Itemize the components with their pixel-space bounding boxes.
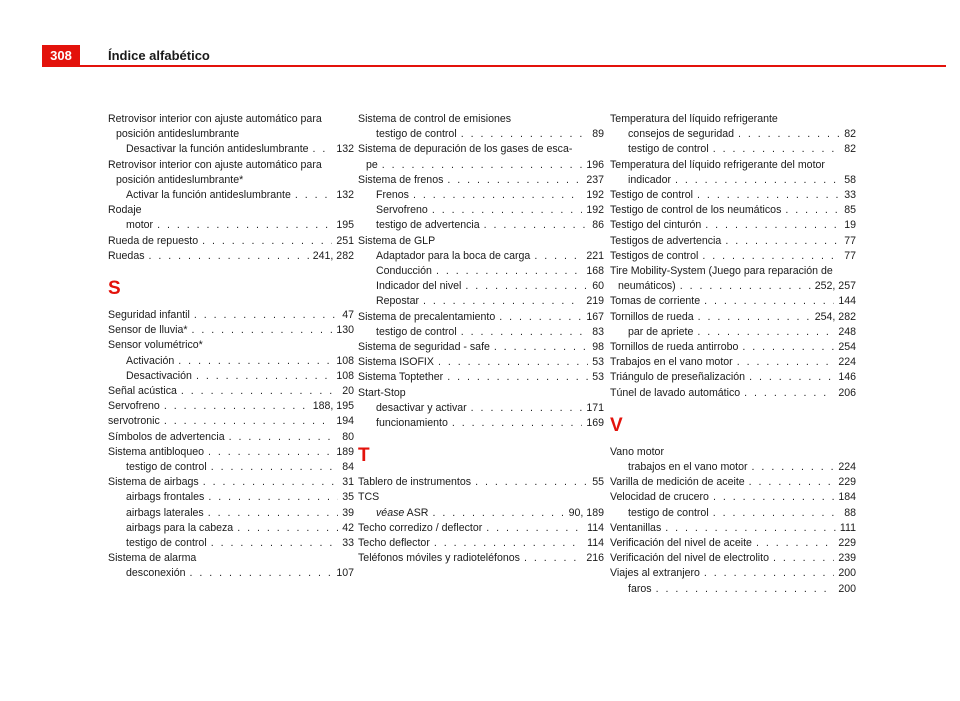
index-entry: Sistema de alarma: [108, 552, 197, 565]
page-ref[interactable]: 252, 257: [814, 280, 856, 293]
page-ref[interactable]: 114: [587, 537, 604, 550]
index-column-1: [108, 112, 354, 582]
page-ref[interactable]: 84: [342, 461, 354, 474]
index-entry: Sistema Toptether . . . 53: [358, 370, 604, 385]
page-ref[interactable]: 224: [838, 461, 856, 474]
page-ref[interactable]: 219: [586, 295, 604, 308]
page-ref[interactable]: 200: [838, 567, 856, 580]
page-ref[interactable]: 251: [336, 234, 354, 247]
index-entry: Símbolos de advertencia . . . 80: [108, 430, 354, 445]
index-entry: Sensor de lluvia* . . . 130: [108, 323, 354, 338]
page-ref[interactable]: 130: [336, 324, 354, 337]
page-ref[interactable]: 237: [586, 173, 604, 186]
page-ref[interactable]: 196: [586, 158, 604, 171]
index-subentry: airbags frontales . . . 35: [108, 490, 354, 505]
page-ref[interactable]: 98: [592, 341, 604, 354]
index-subentry: indicador . . . 58: [610, 173, 856, 188]
index-entry: Testigo de control de los neumáticos . . . 85: [610, 203, 856, 218]
index-entry: Varilla de medición de aceite . . . 229: [610, 475, 856, 490]
page-ref[interactable]: 77: [844, 249, 856, 262]
page-ref[interactable]: 60: [592, 280, 604, 293]
page-ref[interactable]: 82: [844, 128, 856, 141]
page-ref[interactable]: 254: [838, 341, 856, 354]
index-entry: Retrovisor interior con ajuste automático para: [108, 113, 322, 125]
index-entry: Testigos de advertencia . . . 77: [610, 234, 856, 249]
index-column-3: [610, 112, 856, 597]
index-entry: Tomas de corriente . . . 144: [610, 294, 856, 309]
page-ref[interactable]: 206: [838, 386, 856, 399]
page-ref[interactable]: 80: [342, 430, 354, 443]
index-subentry: Activación . . . 108: [108, 354, 354, 369]
page-ref[interactable]: 188, 195: [312, 400, 354, 413]
index-entry: Verificación del nivel de electrolito . . . 239: [610, 551, 856, 566]
index-entry: Vano motor: [610, 445, 664, 458]
index-entry: Sistema de seguridad - safe . . . 98: [358, 340, 604, 355]
page-ref[interactable]: 184: [838, 491, 856, 504]
index-entry: Retrovisor interior con ajuste automático para: [108, 158, 322, 171]
section-letter-t: T: [358, 445, 370, 467]
page-ref[interactable]: 85: [844, 204, 856, 217]
index-subentry: testigo de advertencia . . . 86: [358, 218, 604, 233]
index-subentry: Adaptador para la boca de carga . . . 221: [358, 249, 604, 264]
page-ref[interactable]: 108: [336, 369, 354, 382]
index-subentry: testigo de control . . . 82: [610, 142, 856, 157]
index-entry: Tornillos de rueda antirrobo . . . 254: [610, 340, 856, 355]
page-ref[interactable]: 194: [336, 415, 354, 428]
index-subentry: faros . . . 200: [610, 582, 856, 597]
page-ref[interactable]: 114: [587, 521, 604, 534]
page-ref[interactable]: 195: [336, 219, 354, 232]
index-entry-cont: pe . . . 196: [358, 158, 604, 173]
page-ref[interactable]: 146: [838, 371, 856, 384]
page-ref[interactable]: 83: [592, 325, 604, 338]
index-entry: Verificación del nivel de aceite . . . 229: [610, 536, 856, 551]
index-entry-cont: neumáticos) . . . 252, 257: [610, 279, 856, 294]
page-ref[interactable]: 77: [844, 234, 856, 247]
page-ref[interactable]: 108: [336, 354, 354, 367]
page-ref[interactable]: 107: [336, 567, 354, 580]
page-ref[interactable]: 167: [586, 310, 604, 323]
index-entry: TCS: [358, 491, 380, 504]
index-entry: Triángulo de preseñalización . . . 146: [610, 370, 856, 385]
page-ref[interactable]: 53: [592, 371, 604, 384]
page-ref[interactable]: 20: [342, 385, 354, 398]
index-subentry: airbags laterales . . . 39: [108, 506, 354, 521]
page-ref[interactable]: 254, 282: [814, 310, 856, 323]
page-ref[interactable]: 192: [586, 189, 604, 202]
see-also-label: véase: [376, 506, 405, 519]
index-entry: Techo corredizo / deflector . . . 114: [358, 521, 604, 536]
index-subentry: Desactivación . . . 108: [108, 369, 354, 384]
index-subentry: trabajos en el vano motor . . . 224: [610, 460, 856, 475]
page-ref[interactable]: 241, 282: [312, 249, 354, 262]
page-ref[interactable]: 224: [838, 356, 856, 369]
index-subentry: Conducción . . . 168: [358, 264, 604, 279]
index-entry: Rodaje: [108, 204, 142, 217]
section-letter-s: S: [108, 278, 121, 300]
index-entry-cont: posición antideslumbrante: [116, 128, 240, 141]
page-ref[interactable]: 200: [838, 582, 856, 595]
page-ref[interactable]: 189: [336, 445, 354, 458]
page-ref[interactable]: 229: [838, 537, 856, 550]
page-ref[interactable]: 216: [586, 552, 604, 565]
page-ref[interactable]: 82: [844, 143, 856, 156]
page-ref[interactable]: 192: [586, 204, 604, 217]
index-entry: Viajes al extranjero . . . 200: [610, 566, 856, 581]
index-entry: Tire Mobility-System (Juego para reparación de: [610, 265, 833, 278]
index-entry: Sistema de frenos . . . 237: [358, 173, 604, 188]
page-header: [42, 45, 946, 67]
index-subentry: testigo de control . . . 84: [108, 460, 354, 475]
index-entry: Testigos de control . . . 77: [610, 249, 856, 264]
index-entry: Rueda de repuesto . . . 251: [108, 234, 354, 249]
index-entry: Testigo del cinturón . . . 19: [610, 218, 856, 233]
index-entry: Sistema de GLP: [358, 234, 436, 247]
page-ref[interactable]: 31: [342, 476, 354, 489]
page-ref[interactable]: 239: [838, 552, 856, 565]
page-ref[interactable]: 33: [342, 537, 354, 550]
section-letter-v: V: [610, 414, 623, 436]
index-subentry: consejos de seguridad . . . 82: [610, 127, 856, 142]
index-entry: Sistema antibloqueo . . . 189: [108, 445, 354, 460]
page-ref[interactable]: 169: [586, 417, 604, 430]
see-also-target[interactable]: ASR: [406, 506, 429, 519]
header-rule: [42, 65, 946, 67]
page-number: 308: [42, 45, 80, 67]
index-entry: Velocidad de crucero . . . 184: [610, 490, 856, 505]
index-entry: Señal acústica . . . 20: [108, 384, 354, 399]
page-ref[interactable]: 88: [844, 506, 856, 519]
index-entry: Temperatura del líquido refrigerante: [610, 113, 778, 125]
index-entry: Ventanillas . . . 111: [610, 521, 856, 536]
page-ref[interactable]: 19: [844, 219, 856, 232]
index-entry: Sensor volumétrico*: [108, 339, 203, 352]
index-subentry: desconexión . . . 107: [108, 566, 354, 581]
index-subentry: Indicador del nivel . . . 60: [358, 279, 604, 294]
index-entry: Techo deflector . . . 114: [358, 536, 604, 551]
index-entry: Sistema de precalentamiento . . . 167: [358, 310, 604, 325]
index-subentry: Desactivar la función antideslumbrante . . . 132: [108, 142, 354, 157]
index-entry: Temperatura del líquido refrigerante del motor: [610, 158, 825, 171]
page-ref[interactable]: 42: [342, 521, 354, 534]
index-subentry: Repostar . . . 219: [358, 294, 604, 309]
page-ref[interactable]: 35: [342, 491, 354, 504]
index-entry: Sistema de control de emisiones: [358, 113, 512, 125]
index-subentry: motor . . . 195: [108, 218, 354, 233]
index-subentry: Activar la función antideslumbrante . . . 132: [108, 188, 354, 203]
index-entry: Tablero de instrumentos . . . 55: [358, 475, 604, 490]
page-ref[interactable]: 132: [336, 189, 354, 202]
index-entry: Sistema de depuración de los gases de esca-: [358, 143, 573, 156]
index-entry: Teléfonos móviles y radioteléfonos . . . 216: [358, 551, 604, 566]
page-ref[interactable]: 33: [844, 189, 856, 202]
index-entry: Start-Stop: [358, 386, 406, 399]
index-column-2: [358, 112, 604, 566]
index-subentry: Servofreno . . . 192: [358, 203, 604, 218]
index-subentry: desactivar y activar . . . 171: [358, 401, 604, 416]
index-subentry: testigo de control . . . 88: [610, 506, 856, 521]
index-entry: Seguridad infantil . . . 47: [108, 308, 354, 323]
index-entry-cont: posición antideslumbrante*: [116, 173, 244, 186]
index-entry: Tornillos de rueda . . . 254, 282: [610, 310, 856, 325]
page-ref[interactable]: 111: [839, 521, 856, 534]
index-subentry: funcionamiento . . . 169: [358, 416, 604, 431]
index-subentry: par de apriete . . . 248: [610, 325, 856, 340]
page-ref[interactable]: 229: [838, 476, 856, 489]
page-ref[interactable]: 55: [592, 476, 604, 489]
page-ref[interactable]: 168: [586, 265, 604, 278]
index-subentry: testigo de control . . . 89: [358, 127, 604, 142]
page-ref[interactable]: 58: [844, 173, 856, 186]
page-ref[interactable]: 39: [342, 506, 354, 519]
index-subentry: airbags para la cabeza . . . 42: [108, 521, 354, 536]
page-ref[interactable]: 132: [336, 143, 354, 156]
page-ref[interactable]: 171: [586, 401, 604, 414]
page-ref[interactable]: 144: [838, 295, 856, 308]
index-entry: Testigo de control . . . 33: [610, 188, 856, 203]
page-ref[interactable]: 89: [592, 128, 604, 141]
page-ref[interactable]: 53: [592, 356, 604, 369]
page-ref[interactable]: 86: [592, 219, 604, 232]
index-subentry: [358, 506, 604, 521]
index-entry: Ruedas . . . 241, 282: [108, 249, 354, 264]
page-ref[interactable]: 90, 189: [568, 506, 604, 519]
index-entry: Trabajos en el vano motor . . . 224: [610, 355, 856, 370]
index-subentry: Frenos . . . 192: [358, 188, 604, 203]
page-ref[interactable]: 47: [342, 309, 354, 322]
index-subentry: testigo de control . . . 83: [358, 325, 604, 340]
page-title: Índice alfabético: [108, 48, 210, 63]
index-entry: Sistema de airbags . . . 31: [108, 475, 354, 490]
page-ref[interactable]: 221: [586, 249, 604, 262]
index-entry: servotronic . . . 194: [108, 414, 354, 429]
index-entry: Servofreno . . . 188, 195: [108, 399, 354, 414]
page-ref[interactable]: 248: [838, 325, 856, 338]
index-subentry: testigo de control . . . 33: [108, 536, 354, 551]
index-entry: Túnel de lavado automático . . . 206: [610, 386, 856, 401]
index-entry: Sistema ISOFIX . . . 53: [358, 355, 604, 370]
